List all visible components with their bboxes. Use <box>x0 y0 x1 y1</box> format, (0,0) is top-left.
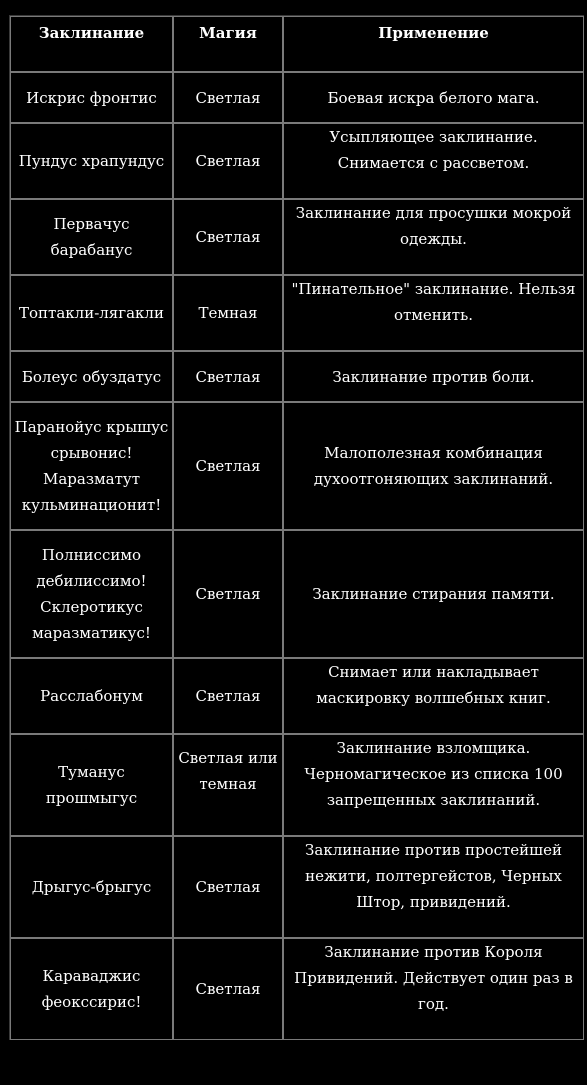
cell-use: Заклинание против Короля Привидений. Действует один раз в год. <box>283 938 584 1040</box>
cell-magic: Светлая <box>173 199 283 275</box>
cell-spell: Дрыгус-брыгус <box>10 836 173 938</box>
table-row <box>10 402 584 530</box>
table-row <box>10 734 584 836</box>
cell-use: Усыпляющее заклинание. Снимается с рассветом. <box>283 123 584 199</box>
cell-use: Заклинание стирания памяти. <box>283 530 584 658</box>
header-spell: Заклинание <box>10 16 173 72</box>
cell-use: Боевая искра белого мага. <box>283 72 584 123</box>
cell-spell: Паранойус крышус срывонис! Маразматут кульминационит! <box>10 402 173 530</box>
table-row <box>10 530 584 658</box>
cell-magic: Светлая <box>173 658 283 734</box>
cell-use: "Пинательное" заклинание. Нельзя отменить. <box>283 275 584 351</box>
table-row <box>10 658 584 734</box>
cell-use: Заклинание взломщика. Черномагическое из списка 100 запрещенных заклинаний. <box>283 734 584 836</box>
cell-magic: Светлая <box>173 72 283 123</box>
table-row <box>10 123 584 199</box>
cell-use: Заклинание против простейшей нежити, полтергейстов, Черных Штор, привидений. <box>283 836 584 938</box>
cell-magic: Темная <box>173 275 283 351</box>
spells-table <box>10 16 584 1040</box>
cell-use: Снимает или накладывает маскировку волшебных книг. <box>283 658 584 734</box>
cell-use: Заклинание для просушки мокрой одежды. <box>283 199 584 275</box>
cell-use: Малополезная комбинация духоотгоняющих заклинаний. <box>283 402 584 530</box>
cell-spell: Искрис фронтис <box>10 72 173 123</box>
cell-spell: Туманус прошмыгус <box>10 734 173 836</box>
cell-spell: Первачус барабанус <box>10 199 173 275</box>
table-header-row <box>10 16 584 72</box>
header-use: Применение <box>283 16 584 72</box>
cell-spell: Пундус храпундус <box>10 123 173 199</box>
cell-spell: Топтакли-лягакли <box>10 275 173 351</box>
table-row <box>10 938 584 1040</box>
cell-spell: Караваджис феокссирис! <box>10 938 173 1040</box>
cell-use: Заклинание против боли. <box>283 351 584 402</box>
cell-magic: Светлая <box>173 836 283 938</box>
cell-spell: Расслабонум <box>10 658 173 734</box>
cell-magic: Светлая <box>173 351 283 402</box>
header-magic: Магия <box>173 16 283 72</box>
table-row <box>10 275 584 351</box>
cell-magic: Светлая <box>173 938 283 1040</box>
cell-magic: Светлая <box>173 123 283 199</box>
table-row <box>10 836 584 938</box>
cell-spell: Полниссимо дебилиссимо! Склеротикус маразматикус! <box>10 530 173 658</box>
table-row <box>10 72 584 123</box>
cell-spell: Болеус обуздатус <box>10 351 173 402</box>
cell-magic: Светлая <box>173 402 283 530</box>
cell-magic: Светлая <box>173 530 283 658</box>
table-row <box>10 199 584 275</box>
cell-magic: Светлая или темная <box>173 734 283 836</box>
spells-table-container <box>9 15 584 1040</box>
table-row <box>10 351 584 402</box>
